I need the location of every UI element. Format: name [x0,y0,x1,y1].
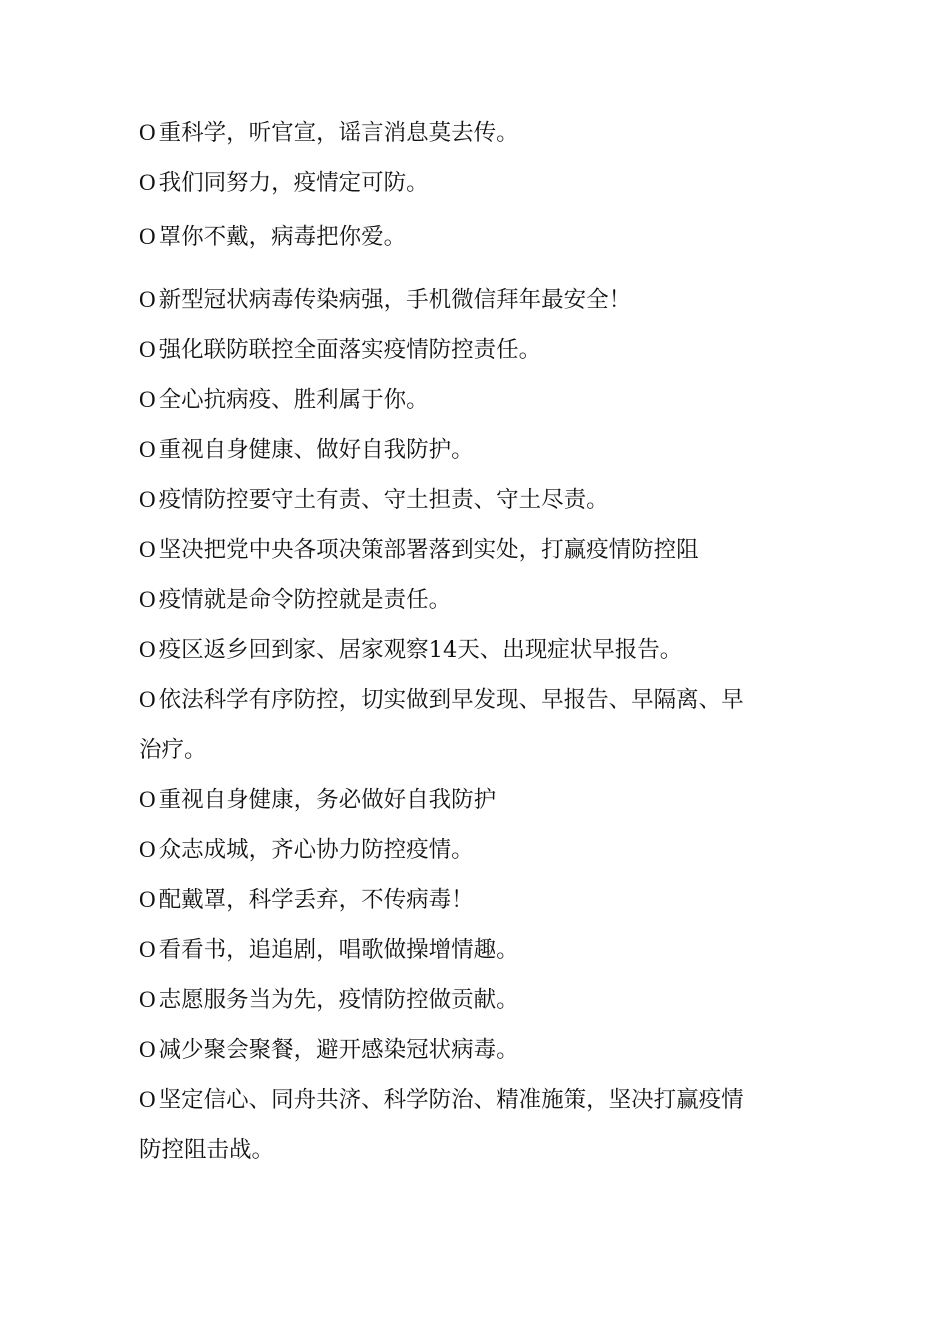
list-item [139,779,819,829]
list-item [139,112,819,162]
list-item-text: 新型冠状病毒传染病强，手机微信拜年最安全！ [158,287,632,313]
list-item [139,479,819,529]
list-item-text: 配戴罩，科学丢弃，不传病毒！ [158,887,474,913]
bullet-marker: O [139,387,156,412]
list-item-text: 看看书，追追剧，唱歌做操增情趣。 [158,937,519,963]
list-item [139,879,819,929]
bullet-marker: O [139,487,156,512]
list-item [139,216,819,279]
bullet-marker: O [139,437,156,462]
list-item [139,279,819,329]
list-item-text: 罩你不戴，病毒把你爱。 [158,224,407,250]
list-item-text: 依法科学有序防控，切实做到早发现、早报告、早隔离、早 [158,687,744,713]
list-item [139,679,819,729]
list-item-continuation [139,729,819,779]
list-item-text: 疫区返乡回到家、居家观察14天、出现症状早报告。 [158,637,683,663]
list-item [139,979,819,1029]
list-item-text: 众志成城，齐心协力防控疫情。 [158,837,474,863]
list-item-continuation [139,1129,819,1179]
list-item [139,579,819,629]
bullet-marker: O [139,687,156,712]
list-item-text: 重科学，听官宣，谣言消息莫去传。 [158,120,519,146]
list-item-text: 重视自身健康、做好自我防护。 [158,437,474,463]
bullet-marker: O [139,987,156,1012]
bullet-marker: O [139,537,156,562]
bullet-marker: O [139,837,156,862]
bullet-marker: O [139,937,156,962]
list-item-text: 防控阻击战。 [139,1137,275,1163]
bullet-marker: O [139,637,156,662]
list-item [139,429,819,479]
slogan-list [139,112,819,1179]
bullet-marker: O [139,1037,156,1062]
list-item-text: 坚定信心、同舟共济、科学防治、精准施策，坚决打赢疫情 [158,1087,744,1113]
list-item [139,929,819,979]
list-item-text: 疫情就是命令防控就是责任。 [158,587,452,613]
bullet-marker: O [139,337,156,362]
bullet-marker: O [139,224,156,249]
list-item [139,1079,819,1129]
bullet-marker: O [139,287,156,312]
bullet-marker: O [139,120,156,145]
bullet-marker: O [139,787,156,812]
list-item [139,379,819,429]
list-item-text: 坚决把党中央各项决策部署落到实处，打赢疫情防控阻 [158,537,699,563]
list-item-text: 志愿服务当为先，疫情防控做贡献。 [158,987,519,1013]
list-item [139,329,819,379]
list-item-text: 强化联防联控全面落实疫情防控责任。 [158,337,542,363]
list-item [139,1029,819,1079]
list-item-text: 重视自身健康，务必做好自我防护 [158,787,497,813]
list-item [139,629,819,679]
list-item [139,529,819,579]
bullet-marker: O [139,170,156,195]
list-item-text: 全心抗病疫、胜利属于你。 [158,387,429,413]
bullet-marker: O [139,587,156,612]
list-item-text: 治疗。 [139,737,207,763]
bullet-marker: O [139,887,156,912]
list-item-text: 疫情防控要守土有责、守土担责、守土尽责。 [158,487,609,513]
bullet-marker: O [139,1087,156,1112]
list-item-text: 我们同努力，疫情定可防。 [158,170,429,196]
list-item [139,829,819,879]
list-item-text: 减少聚会聚餐，避开感染冠状病毒。 [158,1037,519,1063]
list-item [139,162,819,216]
